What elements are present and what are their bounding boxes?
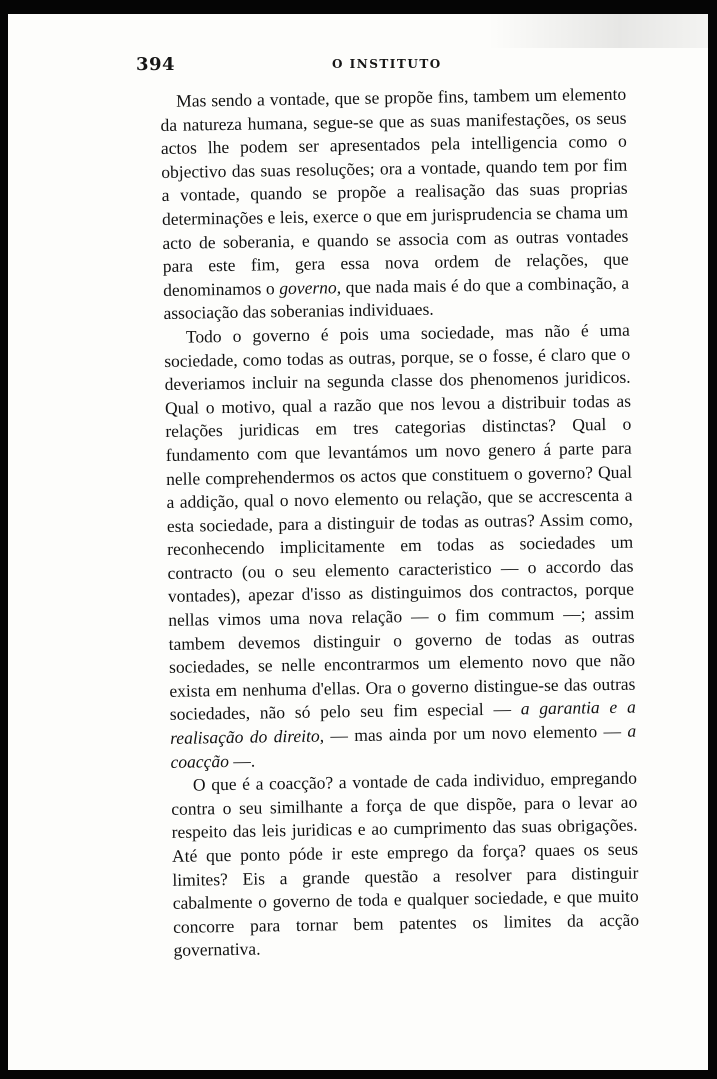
text-run: O que é a coacção? a vontade de cada individuo, empregando contra o seu similhante a força de que dispõe, para o levar ao respeito das leis juridicas e ao cumprimento das suas obrigações. Até que ponto póde ir este emprego da força? quaes os seus limites? Eis a grande questão a resolver para distinguir cabalmente o governo de toda e qualquer sociedade, e que muito concorre para tornar bem patentes os limites da acção governativa. [171, 767, 640, 961]
italic-phrase: a garantia e a realisação do direito, [170, 697, 636, 748]
scan-border-top [0, 0, 717, 14]
running-head: O INSTITUTO [332, 57, 442, 71]
scan-border-right [708, 0, 717, 1079]
paragraph [171, 767, 640, 963]
scan-border-bottom [0, 1070, 717, 1079]
body-text [160, 83, 640, 963]
page-number: 394 [136, 54, 176, 75]
text-run: Mas sendo a vontade, que se propõe fins, tambem um elemento da natureza humana, segue-se que as suas manifestações, os seus actos lhe podem ser apresentados pela intelligencia como o objectivo das suas resoluções; ora a vontade, quando tem por fim a vontade, quando se propõe a realisação das suas proprias determinações e leis, exerce o que em jurisprudencia se chama um acto de soberania, e quando se associa com as outras vontades para este fim, gera essa nova ordem de relações, que denominamos o [160, 83, 629, 300]
text-run: que nada mais é do que a combinação, a associação das soberanias individuaes. [163, 272, 630, 324]
italic-phrase: a coacção [170, 720, 637, 772]
paragraph [164, 319, 637, 775]
bleed-through-smudge [488, 14, 708, 48]
page-header [136, 50, 616, 78]
text-run: —. [228, 750, 256, 771]
italic-phrase: governo, [279, 276, 342, 298]
paragraph [160, 83, 630, 326]
text-run: — mas ainda por um novo elemento — [323, 720, 628, 746]
text-run: Todo o governo é pois uma sociedade, mas não é uma sociedade, como todas as outras, porque, se o fosse, é claro que o deveriamos incluir na segunda classe dos phenomenos juridicos. Qual o motivo, qual a razão que nos levou a distribuir todas as relações juridicas em tres categorias distinctas? Qual o fundamento com que levantámos um novo genero á parte para nelle comprehendermos os actos que constituem o governo? Qual a addição, qual o novo elemento ou relação, que se accrescenta a esta sociedade, para a distinguir de todas as outras? Assim como, reconhecendo implicitamente em todas as sociedades um contracto (ou o seu elemento caracteristico — o accordo das vontades), apezar d'isso as distinguimos dos contractos, porque nellas vimos uma nova relação — o fim commum —; assim tambem devemos distinguir o governo de todas as outras sociedades, se nelle encontrarmos um elemento novo que não exista em nenhuma d'ellas. Ora o governo distingue-se das outras sociedades, não só pelo seu fim especial — [164, 319, 636, 725]
scan-border-left [0, 0, 8, 1079]
